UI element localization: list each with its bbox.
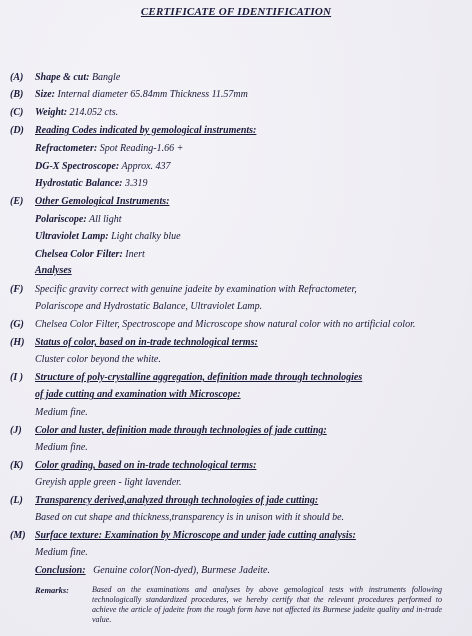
hydrostatic-row: Hydrostatic Balance: 3.319 <box>35 178 148 189</box>
item-a <box>35 72 120 84</box>
shape-value: Bangle <box>91 72 121 83</box>
item-i-mark: (I ) <box>10 372 24 383</box>
shape-label: Shape & cut: <box>35 72 90 83</box>
item-l-mark: (L) <box>10 495 23 506</box>
polariscope-row: Polariscope: All light <box>35 214 122 225</box>
conclusion-label: Conclusion: <box>35 565 86 576</box>
item-i-heading-line2: of jade cutting and examination with Microscope: <box>35 389 241 400</box>
item-b-mark: (B) <box>10 89 24 100</box>
item-c-mark: (C) <box>10 107 24 118</box>
item-m-mark: (M) <box>10 530 26 541</box>
item-l-value: Based on cut shape and thickness,transparency is in unison with it should be. <box>35 512 345 523</box>
item-g-mark: (G) <box>10 319 24 330</box>
item-k-heading: Color grading, based on in-trade technological terms: <box>35 460 257 471</box>
size-value: Internal diameter 65.84mm Thickness 11.57mm <box>57 89 248 100</box>
item-a-mark: (A) <box>10 72 24 83</box>
page-title: CERTIFICATE OF IDENTIFICATION <box>140 6 332 18</box>
remarks-text: Based on the examinations and analyses by above gemological tests with instruments following technologically standardized procedures, we hereby certify that the relevant procedures performed to achieve the article of jadeite from the rough form have not affected its Burmese jadeite quality and in-trade value. <box>92 585 442 624</box>
item-e-mark: (E) <box>10 196 24 207</box>
conclusion-row <box>35 565 270 577</box>
item-m-heading: Surface texture: Examination by Microscope and under jade cutting analysis: <box>35 530 356 541</box>
item-h-value: Cluster color beyond the white. <box>35 354 161 365</box>
chelsea-row: Chelsea Color Filter: Inert <box>35 249 145 260</box>
item-k-value: Greyish apple green - light lavender. <box>35 477 182 488</box>
weight-value: 214.052 cts. <box>69 107 119 118</box>
item-d-mark: (D) <box>10 125 24 136</box>
item-c <box>35 107 118 119</box>
item-b <box>35 89 248 101</box>
analyses-heading: Analyses <box>35 265 72 276</box>
item-j-heading: Color and luster, definition made through technologies of jade cutting: <box>35 425 327 436</box>
item-i-heading-line1: Structure of poly-crystalline aggregation, definition made through technologies <box>35 372 363 383</box>
item-l-heading: Transparency derived,analyzed through technologies of jade cutting: <box>35 495 319 506</box>
uv-lamp-row: Ultraviolet Lamp: Light chalky blue <box>35 231 181 242</box>
item-k-mark: (K) <box>10 460 24 471</box>
item-j-value: Medium fine. <box>35 442 88 453</box>
item-g-text: Chelsea Color Filter, Spectroscope and Microscope show natural color with no artificial color. <box>35 319 416 330</box>
other-instruments-heading: Other Gemological Instruments: <box>35 196 170 207</box>
reading-codes-heading: Reading Codes indicated by gemological instruments: <box>35 125 257 136</box>
item-m-value: Medium fine. <box>35 547 88 558</box>
remarks-label: Remarks: <box>35 585 69 595</box>
item-i-value: Medium fine. <box>35 407 88 418</box>
refractometer-row: Refractometer: Spot Reading-1.66 + <box>35 143 184 154</box>
item-f-line1: Specific gravity correct with genuine jadeite by examination with Refractometer, <box>35 284 357 295</box>
weight-label: Weight: <box>35 107 68 118</box>
item-h-mark: (H) <box>10 337 25 348</box>
item-f-line2: Polariscope and Hydrostatic Balance, Ultraviolet Lamp. <box>35 301 263 312</box>
item-j-mark: (J) <box>10 425 22 436</box>
item-h-heading: Status of color, based on in-trade technological terms: <box>35 337 258 348</box>
spectroscope-row: DG-X Spectroscope: Approx. 437 <box>35 161 171 172</box>
size-label: Size: <box>35 89 55 100</box>
conclusion-value: Genuine color(Non-dyed), Burmese Jadeite. <box>93 565 270 576</box>
item-f-mark: (F) <box>10 284 24 295</box>
